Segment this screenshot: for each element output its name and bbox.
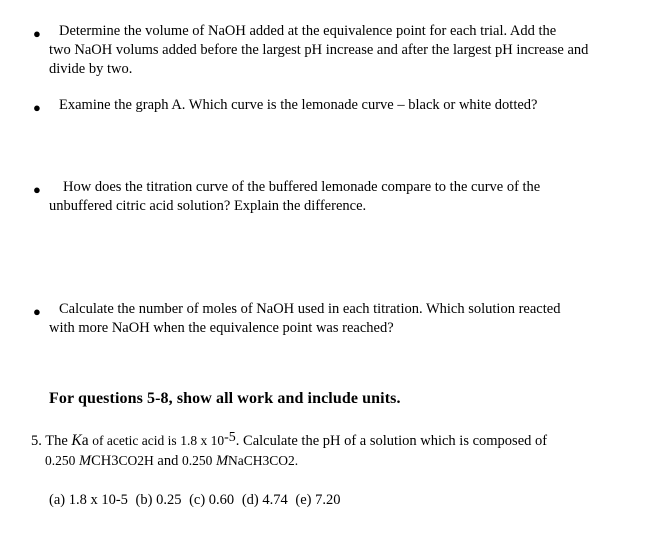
ka-symbol-a: a <box>81 432 89 449</box>
answer-d: (d) 4.74 <box>241 492 288 508</box>
bullet-first-line: Determine the volume of NaOH added at the equivalence point for each trial. Add the <box>59 23 557 39</box>
bullet-rest: with more NaOH when the equivalence point was reached? <box>49 320 394 336</box>
bullet-first-line: Examine the graph A. Which curve is the lemonade curve – black or white dotted? <box>59 97 538 113</box>
answer-c: (c) 0.60 <box>189 492 235 508</box>
bullet-rest: unbuffered citric acid solution? Explain the difference. <box>49 198 367 214</box>
bullet-item-2 <box>33 96 613 115</box>
ka-exponent: -5 <box>224 430 236 445</box>
formula-1c: CO2H <box>118 453 154 468</box>
molar-unit-1: M <box>79 453 92 469</box>
bullet-rest: two NaOH volums added before the largest pH increase and after the largest pH increase and divide by two. <box>49 42 589 77</box>
concentration-1: 0.250 <box>45 453 76 468</box>
answer-b: (b) 0.25 <box>135 492 182 508</box>
formula-1a: CH <box>91 453 112 469</box>
molar-unit-2: M <box>215 453 229 469</box>
question-text-the: The <box>45 433 68 449</box>
formula-1b: 3 <box>111 453 119 469</box>
bullet-dot: ● <box>33 182 41 197</box>
question-text-calc: . Calculate the pH of a solution which is composed of <box>235 433 548 449</box>
bullet-text <box>33 96 613 115</box>
bullet-dot: ● <box>33 26 41 41</box>
question-5 <box>31 428 621 471</box>
answer-e: (e) 7.20 <box>295 492 341 508</box>
bullet-dot: ● <box>33 100 41 115</box>
bullet-first-line: How does the titration curve of the buffered lemonade compare to the curve of the <box>63 179 541 195</box>
bullet-first-line: Calculate the number of moles of NaOH used in each titration. Which solution reacted <box>59 301 561 317</box>
formula-2: NaCH3CO2. <box>228 453 299 468</box>
section-heading: For questions 5-8, show all work and include units. <box>49 390 401 407</box>
bullet-item-1 <box>33 22 613 79</box>
concentration-2: 0.250 <box>181 453 213 468</box>
answer-a: (a) 1.8 x 10-5 <box>49 492 128 508</box>
bullet-text <box>33 178 613 216</box>
ka-symbol-k: K <box>71 432 82 449</box>
answer-choices <box>49 492 344 509</box>
ka-value: 1.8 x 10 <box>180 433 225 448</box>
bullet-text <box>33 22 613 79</box>
question-text-and: and <box>157 453 179 469</box>
bullet-dot: ● <box>33 304 41 319</box>
bullet-item-4 <box>33 300 613 338</box>
question-text-of: of acetic acid is <box>92 433 177 448</box>
question-number: 5. <box>31 433 42 449</box>
bullet-item-3 <box>33 178 613 216</box>
bullet-text <box>33 300 613 338</box>
